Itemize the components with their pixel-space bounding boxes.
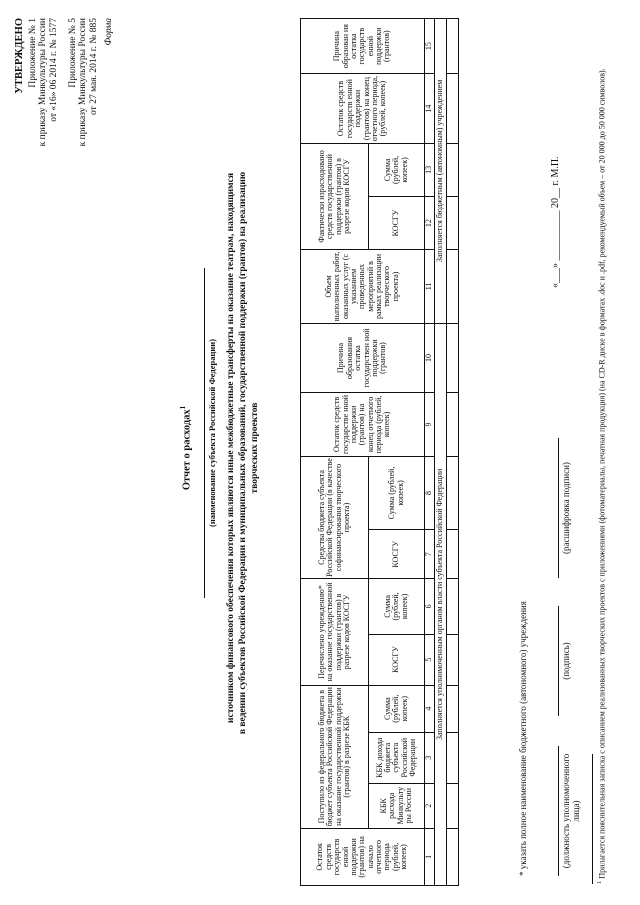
position-line[interactable] xyxy=(558,746,559,876)
col-number: 10 xyxy=(425,323,435,393)
appendix5-line1: Приложение № 5 xyxy=(67,18,78,88)
header-sum-2: Сумма (рублей, копеек) xyxy=(369,579,425,634)
data-cell[interactable] xyxy=(447,196,459,249)
col-number: 6 xyxy=(425,579,435,634)
subject-caption: (наименование субъекта Российской Федерации) xyxy=(207,339,217,527)
title-line-2: в ведении субъектов Российской Федерации и муниципальных образований, государственной поддержки (грантов) на реализацию xyxy=(238,171,248,735)
col-number: 1 xyxy=(425,828,435,885)
signature-caption: (подпись) xyxy=(561,642,571,680)
data-cell[interactable] xyxy=(447,732,459,783)
note-authority: Заполняется уполномоченным органом власти субъекта Российской Федерации xyxy=(435,323,447,885)
subject-name-line xyxy=(204,268,205,598)
report-title xyxy=(180,298,193,598)
col-number: 5 xyxy=(425,634,435,685)
header-actual-used: Фактически израсходовано средств государственной поддержки (грантов) в разрезе кодов КОСГУ xyxy=(301,143,369,249)
col-number: 9 xyxy=(425,393,435,456)
data-cell[interactable] xyxy=(447,634,459,685)
position-caption: (должность уполномоченного лица) xyxy=(561,753,582,869)
appendix5-line3: от 27 мая. 2014 г. № 885 xyxy=(88,18,99,115)
fill-note-row xyxy=(435,19,447,886)
header-received-federal: Поступило из федерального бюджета в бюджет субъекта Российской Федерации на оказание государственной поддержки (грантов) в разрезе КБК xyxy=(301,685,369,828)
data-cell[interactable] xyxy=(447,74,459,144)
approval-block xyxy=(14,18,114,258)
col-number: 4 xyxy=(425,685,435,732)
col-number: 12 xyxy=(425,196,435,249)
header-sum-3: Сумма (рублей, копеек) xyxy=(369,456,425,530)
header-kosgu-2: КОСГУ xyxy=(369,530,425,579)
col-number: 11 xyxy=(425,250,435,324)
data-cell[interactable] xyxy=(447,323,459,393)
col-number: 3 xyxy=(425,732,435,783)
data-cell[interactable] xyxy=(447,393,459,456)
data-cell[interactable] xyxy=(447,456,459,530)
footnote-text: Прилагается пояснительная записка с описанием реализованных творческих проектов с приложениями (фотоматериалы, печатная продукция) (на CD-R диске в форматах .doc и .pdf, рекомендуемый объем – от 20 000 до 50 000 символов). xyxy=(597,68,607,879)
header-remainder-start: Остаток средств государств енной поддержки (грантов) на начало отчетного периода (рублей, копеек) xyxy=(301,828,425,885)
col-number: 13 xyxy=(425,143,435,196)
appendix5-line2: к приказу Минкультуры России xyxy=(78,18,89,147)
header-transferred: Перечислено учреждению* на оказание государственной поддержки (грантов) в разрезе кодов КОСГУ xyxy=(301,579,369,685)
header-remainder-end-2: Остаток средств государств енной поддержки (грантов) на конец отчетного периода, (рублей, копеек) xyxy=(301,74,425,144)
col-number: 15 xyxy=(425,19,435,74)
report-table xyxy=(300,18,459,886)
data-cell[interactable] xyxy=(447,783,459,828)
data-cell[interactable] xyxy=(447,579,459,634)
data-row xyxy=(447,19,459,886)
header-reason-2: Причина образован ия остатка государств енной поддержки (грантов) xyxy=(301,19,425,74)
footnote-number: 1 xyxy=(596,880,603,884)
col-number: 14 xyxy=(425,74,435,144)
header-row-top xyxy=(301,19,369,886)
column-number-row xyxy=(425,19,435,886)
appendix1-line2: к приказу Минкультуры России xyxy=(38,18,49,147)
star-note: * указать полное наименование бюджетного (автономного) учреждения xyxy=(518,601,528,876)
rotated-landscape-form xyxy=(10,8,630,898)
footnote xyxy=(596,24,608,884)
header-kbk-income: КБК дохода бюджета субъекта Российской Федерации xyxy=(369,732,425,783)
header-sum-1: Сумма (рублей, копеек) xyxy=(369,685,425,732)
title-line-1: источником финансового обеспечения которых являются иные межбюджетные трансферты на оказание театрам, находящимся xyxy=(226,173,236,723)
header-remainder-end: Остаток средств государстве нной поддержки (грантов) на конец отчетного периода (рублей, копеек) xyxy=(301,393,425,456)
title-footnote-mark: 1 xyxy=(179,405,187,410)
footnote-divider xyxy=(592,754,593,884)
signature-line[interactable] xyxy=(558,606,559,716)
date-stamp-line: «___» __________ 20__ г. М.П. xyxy=(550,156,561,288)
approved-label: УТВЕРЖДЕНО xyxy=(14,18,25,94)
data-cell[interactable] xyxy=(447,19,459,74)
col-number: 7 xyxy=(425,530,435,579)
data-cell[interactable] xyxy=(447,250,459,324)
data-cell[interactable] xyxy=(447,143,459,196)
form-label: Форма xyxy=(103,18,114,46)
col-number: 2 xyxy=(425,783,435,828)
decoding-line[interactable] xyxy=(558,438,559,578)
header-sum-4: Сумма (рублей, копеек) xyxy=(369,143,425,196)
title-line-3: творческих проектов xyxy=(250,402,260,494)
appendix1-line1: Приложение № 1 xyxy=(27,18,38,88)
header-reason: Причина образования остатка государствен ной поддержки (грантов) xyxy=(301,323,425,393)
header-kbk-expense: КБК расхода Минкульту ры России xyxy=(369,783,425,828)
appendix1-line3: от «16» 06 2014 г. № 1577 xyxy=(49,18,59,122)
note-institution: Заполняется бюджетным (автономным) учреждением xyxy=(435,19,447,324)
report-title-text: Отчет о расходах xyxy=(181,409,193,491)
col-number: 8 xyxy=(425,456,435,530)
data-cell[interactable] xyxy=(447,530,459,579)
decoding-caption: (расшифровка подписи) xyxy=(561,462,571,554)
data-cell[interactable] xyxy=(447,828,459,885)
header-kosgu-1: КОСГУ xyxy=(369,634,425,685)
header-work-volume: Объем выполненных работ, оказанных услуг (с указанием проведенных мероприятий в рамках реализации творческого проекта) xyxy=(301,250,425,324)
header-budget-funds: Средства бюджета субъекта Российской Федерации (в качестве софинансирования творческого проекта) xyxy=(301,456,369,579)
header-kosgu-3: КОСГУ xyxy=(369,196,425,249)
data-cell[interactable] xyxy=(447,685,459,732)
